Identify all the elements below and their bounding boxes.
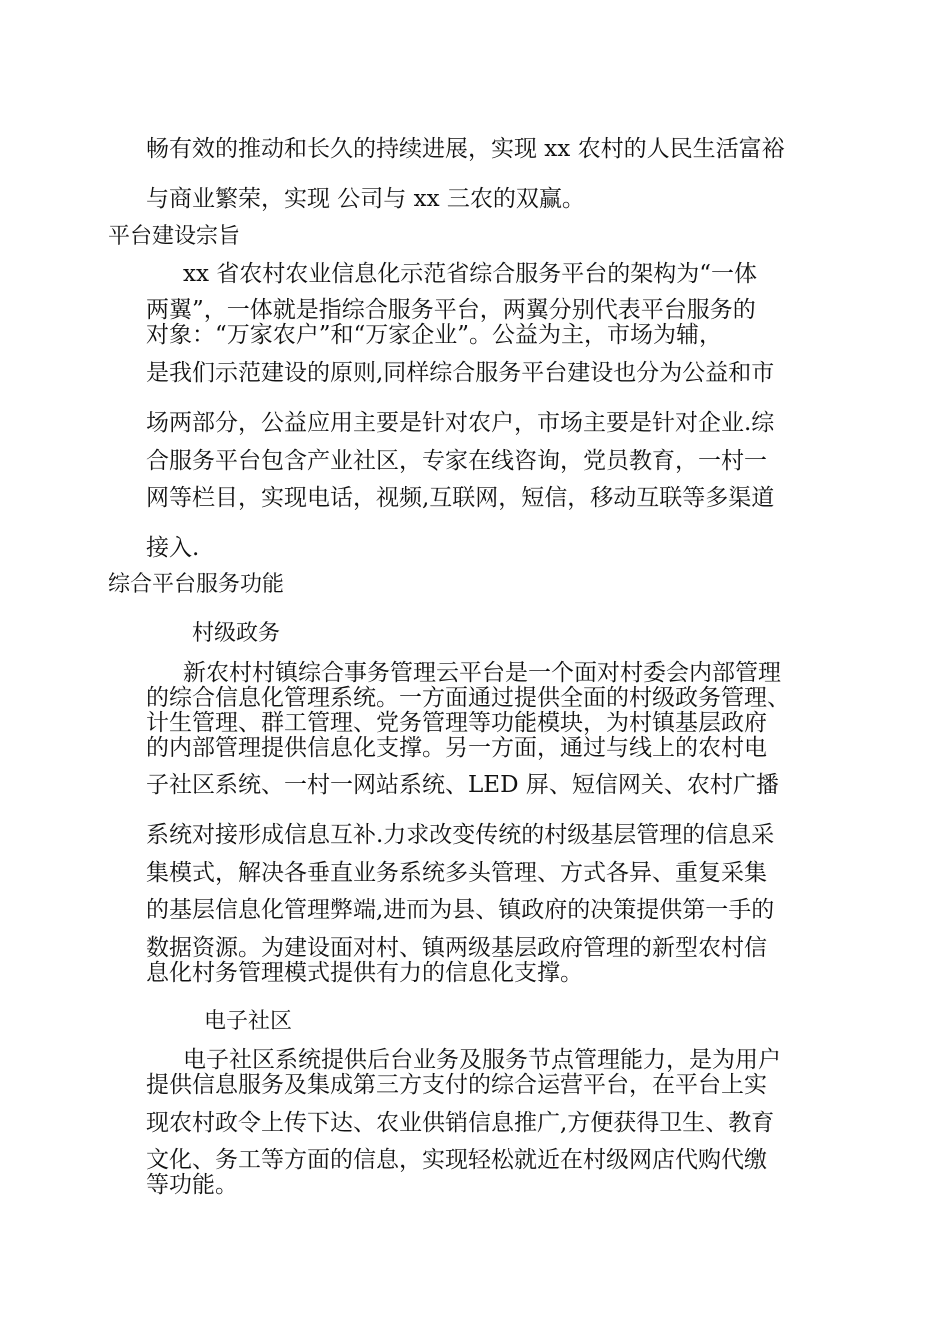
- intro-line-2: 与商业繁荣，实现 公司与 xx 三农的双赢。: [146, 186, 585, 212]
- village-affairs-line-3: 计生管理、群工管理、党务管理等功能模块，为村镇基层政府: [146, 710, 767, 736]
- village-affairs-line-6: 系统对接形成信息互补.力求改变传统的村级基层管理的信息采: [146, 822, 775, 848]
- e-community-heading: 电子社区: [204, 1009, 293, 1034]
- purpose-line-1: xx 省农村农业信息化示范省综合服务平台的架构为“一体: [183, 261, 758, 287]
- purpose-line-8: 接入.: [146, 535, 200, 561]
- purpose-heading: 平台建设宗旨: [108, 224, 241, 249]
- purpose-line-3: 对象：“万家农户”和“万家企业”。公益为主，市场为辅，: [146, 322, 723, 348]
- e-community-line-5: 等功能。: [146, 1172, 238, 1198]
- services-heading: 综合平台服务功能: [108, 572, 285, 597]
- village-affairs-heading: 村级政务: [192, 621, 281, 646]
- purpose-line-7: 网等栏目，实现电话，视频,互联网，短信，移动互联等多渠道: [146, 485, 775, 511]
- purpose-line-4: 是我们示范建设的原则,同样综合服务平台建设也分为公益和市: [146, 360, 775, 386]
- intro-line-1: 畅有效的推动和长久的持续进展，实现 xx 农村的人民生活富裕: [146, 136, 785, 162]
- purpose-line-2: 两翼”，一体就是指综合服务平台，两翼分别代表平台服务的: [146, 297, 756, 323]
- village-affairs-line-9: 数据资源。为建设面对村、镇两级基层政府管理的新型农村信: [146, 935, 767, 961]
- e-community-line-4: 文化、务工等方面的信息，实现轻松就近在村级网店代购代缴: [146, 1147, 767, 1173]
- village-affairs-line-2: 的综合信息化管理系统。一方面通过提供全面的村级政务管理、: [146, 685, 790, 711]
- e-community-line-2: 提供信息服务及集成第三方支付的综合运营平台，在平台上实: [146, 1072, 767, 1098]
- village-affairs-line-5: 子社区系统、一村一网站系统、LED 屏、短信网关、农村广播: [146, 772, 779, 798]
- e-community-line-3: 现农村政令上传下达、农业供销信息推广,方便获得卫生、教育: [146, 1110, 775, 1136]
- village-affairs-line-1: 新农村村镇综合事务管理云平台是一个面对村委会内部管理: [183, 660, 781, 686]
- village-affairs-line-8: 的基层信息化管理弊端,进而为县、镇政府的决策提供第一手的: [146, 897, 775, 923]
- village-affairs-line-4: 的内部管理提供信息化支撑。另一方面，通过与线上的农村电: [146, 735, 767, 761]
- village-affairs-line-10: 息化村务管理模式提供有力的信息化支撑。: [146, 960, 583, 986]
- e-community-line-1: 电子社区系统提供后台业务及服务节点管理能力，是为用户: [183, 1047, 781, 1073]
- village-affairs-line-7: 集模式，解决各垂直业务系统多头管理、方式各异、重复采集: [146, 860, 767, 886]
- purpose-line-5: 场两部分，公益应用主要是针对农户，市场主要是针对企业.综: [146, 410, 775, 436]
- purpose-line-6: 合服务平台包含产业社区，专家在线咨询，党员教育，一村一: [146, 448, 767, 474]
